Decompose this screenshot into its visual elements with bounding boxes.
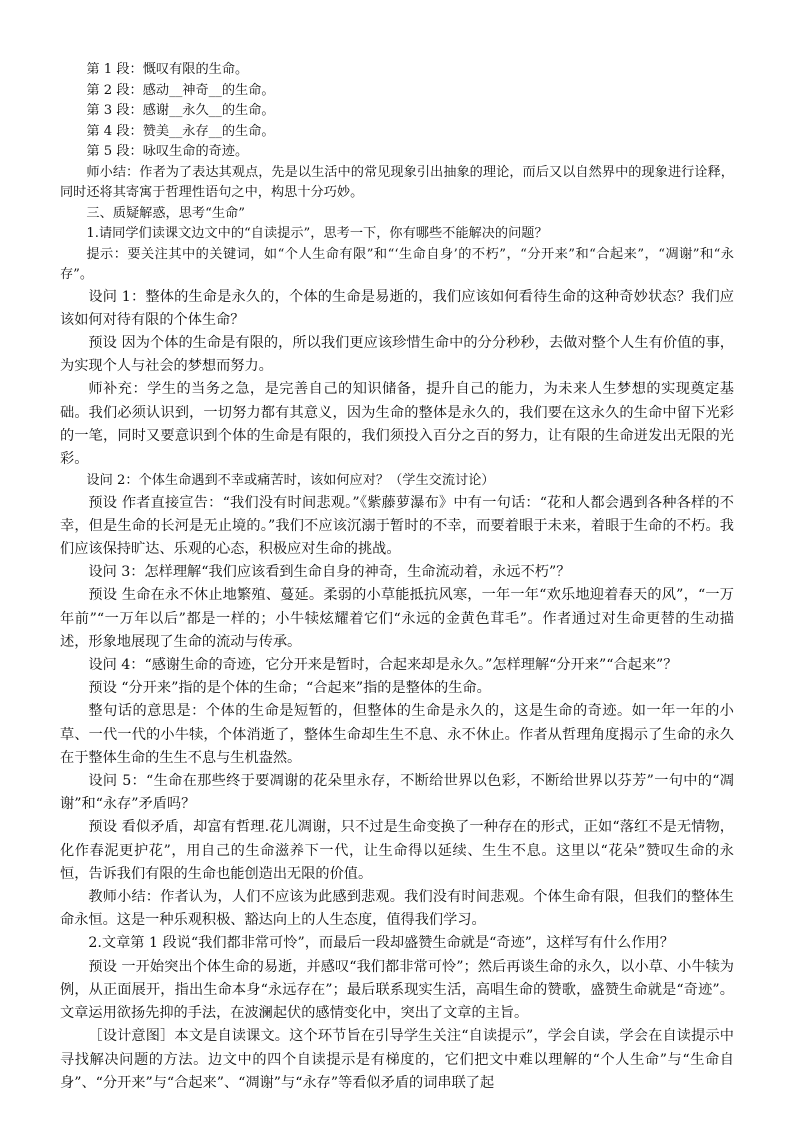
question-set-3: 设问 3：怎样理解“我们应该看到生命自身的神奇，生命流动着，永远不朽”？: [88, 564, 571, 581]
hint: 提示：要关注其中的关键词，如“个人生命有限”和“‘生命自身’的不朽”，“分开来”和“合起来”，“凋谢”和“永存”。: [60, 246, 734, 282]
section-summary-3: 第 3 段：感谢__永久__的生命。: [86, 103, 275, 118]
section-summary-4: 第 4 段：赞美__永存__的生命。: [86, 123, 275, 139]
teacher-summary: 师小结：作者为了表达其观点，先是以生活中的常见现象引出抽象的理论，而后又以自然界中的现象进行诠释，同时还将其寄寓于哲理性语句之中，构思十分巧妙。: [60, 164, 734, 200]
teacher-conclusion: 教师小结：作者认为，人们不应该为此感到悲观。我们没有时间悲观。个体生命有限，但我们的整体生命永恒。这是一种乐观积极、豁达向上的人生态度，值得我们学习。: [60, 889, 734, 929]
question-set-1: 设问 1：整体的生命是永久的，个体的生命是易逝的，我们应该如何看待生命的这种奇妙状态？我们应该如何对待有限的个体生命？: [60, 288, 734, 328]
section-summary-2: 第 2 段：感动__神奇__的生命。: [86, 82, 275, 98]
section-heading: 三、质疑解惑，思考“生命”: [86, 205, 245, 221]
question-2: 2.文章第 1 段说“我们都非常可怜”，而最后一段却盛赞生命就是“奇迹”，这样写有什么作用？: [88, 935, 674, 952]
explanation-4: 整句话的意思是：个体的生命是短暂的，但整体的生命是永久的，这是生命的奇迹。如一年一年的小草、一代一代的小牛犊，个体消逝了，整体生命却生生不息、永不休止。作者从哲理角度揭示了生命的永久在于整体生命的生生不息与生机盎然。: [60, 703, 734, 766]
answer-2: 预设 作者直接宣告：“我们没有时间悲观。”《紫藤萝瀑布》中有一句话：“花和人都会遇到各种各样的不幸，但是生命的长河是无止境的。”我们不应该沉溺于暂时的不幸，而要着眼于未来，着眼于生命的不朽。我们应该保持旷达、乐观的心态，积极应对生命的挑战。: [60, 494, 734, 558]
answer-q2: 预设 一开始突出个体生命的易逝，并感叹“我们都非常可怜”；然后再谈生命的永久，以小草、小牛犊为例，从正面展开，指出生命本身“永远存在”；最后联系现实生活，高唱生命的赞歌，盛赞生命就是“奇迹”。文章运用欲扬先抑的手法，在波澜起伏的感情变化中，突出了文章的主旨。: [60, 958, 734, 1022]
question-set-4: 设问 4：“感谢生命的奇迹，它分开来是暂时，合起来却是永久。”怎样理解“分开来”“合起来”？: [88, 657, 678, 674]
section-summary-1: 第 1 段：慨叹有限的生命。: [86, 62, 249, 77]
design-intent: ［设计意图］本文是自读课文。这个环节旨在引导学生关注“自读提示”，学会自读，学会在自读提示中寻找解决问题的方法。边文中的四个自读提示是有梯度的，它们把文中难以理解的“个人生命”与“生命自身”、“分开来”与“合起来”、“凋谢”与“永存”等看似矛盾的词串联了起: [60, 1028, 734, 1091]
answer-5: 预设 看似矛盾，却富有哲理.花儿凋谢，只不过是生命变换了一种存在的形式，正如“落红不是无情物，化作春泥更护花”，用自己的生命滋养下一代，让生命得以延续、生生不息。这里以“花朵”赞叹生命的永恒，告诉我们有限的生命也能创造出无限的价值。: [60, 819, 734, 882]
question-set-5: 设问 5：“生命在那些终于要凋谢的花朵里永存，不断给世界以色彩，不断给世界以芬芳”一句中的“凋谢”和“永存”矛盾吗？: [60, 773, 734, 813]
question-1: 1.请同学们读课文边文中的“自读提示”，思考一下，你有哪些不能解决的问题？: [86, 226, 548, 241]
question-set-2: 设问 2：个体生命遇到不幸或痛苦时，该如何应对？（学生交流讨论）: [86, 473, 495, 489]
answer-1: 预设 因为个体的生命是有限的，所以我们更应该珍惜生命中的分分秒秒，去做对整个人生有价值的事，为实现个人与社会的梦想而努力。: [60, 334, 734, 375]
section-summary-5: 第 5 段：咏叹生命的奇迹。: [86, 144, 249, 159]
answer-4: 预设 “分开来”指的是个体的生命；“合起来”指的是整体的生命。: [88, 680, 491, 697]
teacher-supplement: 师补充：学生的当务之急，是完善自己的知识储备，提升自己的能力，为未来人生梦想的实现奠定基础。我们必须认识到，一切努力都有其意义，因为生命的整体是永久的，我们要在这永久的生命中留下光彩的一笔，同时又要意识到个体的生命是有限的，我们须投入百分之百的努力，让有限的生命迸发出无限的光彩。: [60, 381, 734, 467]
answer-3: 预设 生命在永不休止地繁殖、蔓延。柔弱的小草能抵抗风寒，一年一年“欢乐地迎着春天的风”，“一万年前”“一万年以后”都是一样的；小牛犊炫耀着它们“永远的金黄色茸毛”。作者通过对生命更替的生动描述，形象地展现了生命的流动与传承。: [60, 587, 734, 650]
